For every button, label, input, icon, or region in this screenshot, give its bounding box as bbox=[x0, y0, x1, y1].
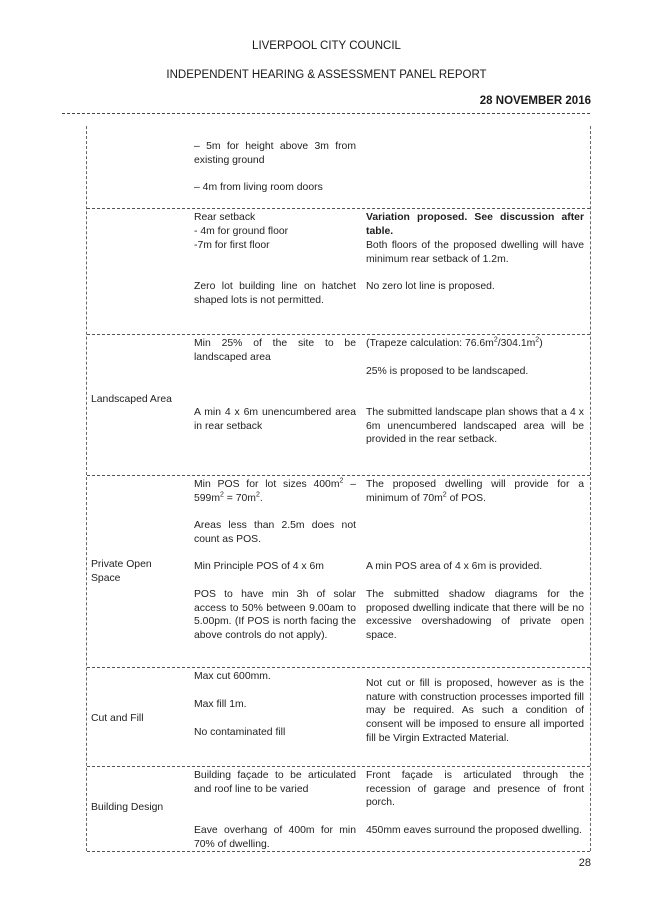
category-label: Landscaped Area bbox=[91, 394, 172, 405]
proposal-text: Not cut or fill is proposed, however as is the nature with construction processes imported fill may be required. As such a condition of consent will be imposed to ensure all imported fill be Virgin Extracted Material. bbox=[366, 678, 584, 744]
proposal-text: A min POS area of 4 x 6m is provided. bbox=[366, 561, 543, 572]
category-label: Private Open bbox=[91, 559, 152, 570]
category-label: Building Design bbox=[91, 802, 164, 813]
table-row-cut-and-fill bbox=[87, 667, 590, 767]
proposal-text: The submitted shadow diagrams for the proposed dwelling indicate that there will be no excessive overshadowing of private open space. bbox=[366, 589, 584, 642]
requirement-text: No contaminated fill bbox=[194, 727, 286, 738]
requirement-text: Max cut 600mm. bbox=[194, 671, 271, 682]
category-cell bbox=[91, 712, 186, 726]
requirement-text: Min 25% of the site to be landscaped area bbox=[194, 338, 356, 363]
table-row-landscaped-area bbox=[87, 334, 590, 476]
proposal-text: Variation proposed. See discussion after table. bbox=[366, 212, 584, 237]
category-label: Space bbox=[91, 572, 121, 584]
table-row-setback-continued bbox=[87, 126, 590, 208]
proposal-text: No zero lot line is proposed. bbox=[366, 281, 495, 292]
proposal-text: The submitted landscape plan shows that a 4 x 6m unencumbered landscaped area will be provided in the rear setback. bbox=[366, 407, 584, 446]
report-title: INDEPENDENT HEARING & ASSESSMENT PANEL REPORT bbox=[166, 69, 487, 81]
category-label: Cut and Fill bbox=[91, 713, 144, 724]
proposal-text: Both floors of the proposed dwelling will have minimum rear setback of 1.2m. bbox=[366, 240, 584, 265]
page-number: 28 bbox=[578, 857, 591, 869]
requirement-text: – 4m from living room doors bbox=[194, 182, 323, 193]
table-row-building-design bbox=[87, 766, 590, 852]
proposal-text: 25% is proposed to be landscaped. bbox=[366, 366, 529, 377]
requirement-text: Building façade to be articulated and roof line to be varied bbox=[194, 770, 356, 795]
category-cell bbox=[91, 558, 186, 585]
compliance-table bbox=[86, 126, 591, 851]
requirement-text: Rear setback bbox=[194, 212, 256, 223]
requirement-text: - 4m for ground floor bbox=[194, 226, 289, 237]
proposal-text: The proposed dwelling will provide for a minimum of $70m^2$ of POS. bbox=[366, 479, 584, 504]
requirement-text: Eave overhang of 400m for min 70% of dwelling. bbox=[194, 825, 356, 850]
requirement-text: Min Principle POS of 4 x 6m bbox=[194, 561, 324, 572]
table-row-rear-setback bbox=[87, 208, 590, 335]
category-cell bbox=[91, 393, 186, 407]
requirement-text: Areas less than 2.5m does not count as POS. bbox=[194, 520, 356, 545]
proposal-text: (Trapeze calculation: $76.6m^2/304.1m^2$) bbox=[366, 336, 543, 349]
report-date: 28 NOVEMBER 2016 bbox=[479, 95, 591, 107]
council-name: LIVERPOOL CITY COUNCIL bbox=[252, 40, 401, 52]
header-divider bbox=[62, 113, 590, 114]
requirement-text: A min 4 x 6m unencumbered area in rear setback bbox=[194, 407, 356, 432]
table-row-private-open-space bbox=[87, 475, 590, 668]
requirement-text: POS to have min 3h of solar access to 50% between 9.00am to 5.00pm. (If POS is north facing the above controls do not apply). bbox=[194, 589, 356, 642]
requirement-text: Min POS for lot sizes $400m^2 - 599m^2 = 70m^2$. bbox=[194, 477, 356, 504]
requirement-text: Zero lot building line on hatchet shaped lots is not permitted. bbox=[194, 281, 356, 306]
proposal-text: 450mm eaves surround the proposed dwelling. bbox=[366, 825, 583, 836]
category-cell bbox=[91, 801, 186, 815]
requirement-text: -7m for first floor bbox=[194, 240, 270, 251]
requirement-text: – 5m for height above 3m from existing ground bbox=[194, 141, 356, 166]
requirement-text: Max fill 1m. bbox=[194, 699, 247, 710]
proposal-text: Front façade is articulated through the recession of garage and presence of front porch. bbox=[366, 770, 584, 809]
